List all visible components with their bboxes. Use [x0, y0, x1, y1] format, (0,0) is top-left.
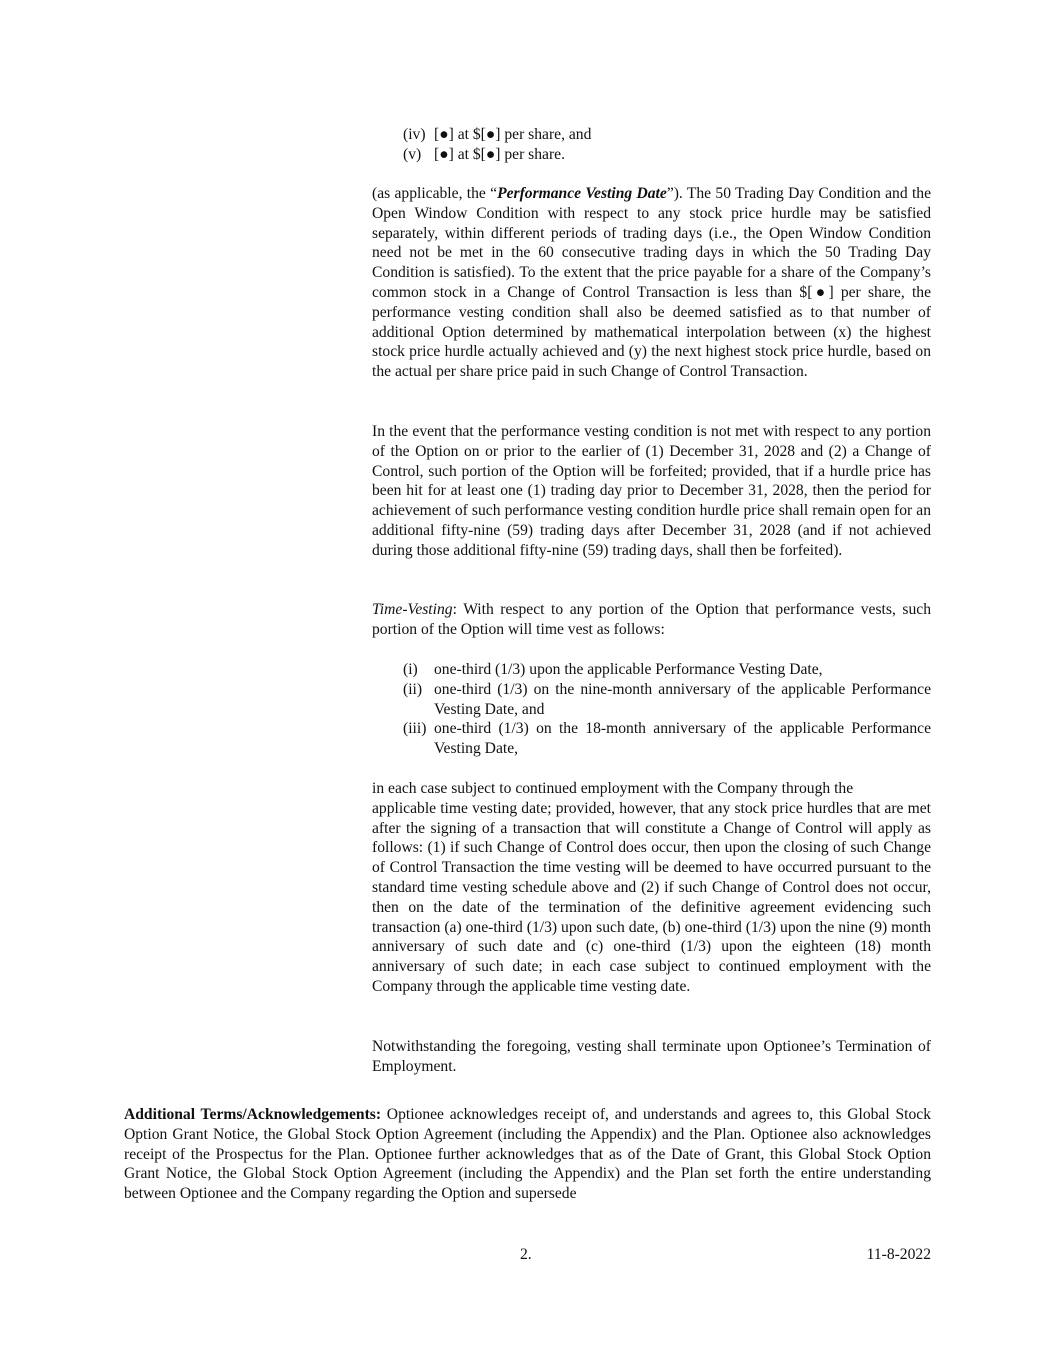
list-item-number: (i): [403, 661, 418, 678]
para-text: applicable time vesting date; provided, however, that any stock price hurdles that are met after the signing of a transaction that will constitute a Change of Control will apply as follows: (1) if such Change of Control does occur, then upon the closing of such Change of Control Transaction the time vesting will be deemed to have occurred pursuant to the standard time vesting schedule above and (2) if such Change of Control does not occur, then on the date of the termination of the definitive agreement evidencing such transaction (a) one-third (1/3) upon such date, (b) one-third (1/3) upon the nine (9) month anniversary of such date and (c) one-third (1/3) upon the eighteen (18) month anniversary of such date; in each case subject to continued employment with the Company through the applicable time vesting date.: [372, 799, 931, 995]
para-text: (as applicable, the “: [372, 185, 498, 202]
list-item-text: one-third (1/3) on the 18-month anniversary of the applicable Performance Vesting Date,: [434, 720, 931, 758]
time-vesting-list: [403, 660, 931, 759]
list-item-number: (v): [403, 145, 422, 163]
list-item: [403, 680, 931, 720]
list-item: [403, 660, 931, 680]
para-text: ”). The 50 Trading Day Condition and the Open Window Condition with respect to any stock price hurdle may be satisfied separately, within different periods of trading days (i.e., the Open Window Condition need not be met in the 60 consecutive trading days in which the 50 Trading Day Condition is satisfied). To the extent that the price payable for a share of the Company’s common stock in a Change of Control Transaction is less than $[●] per share, the performance vesting condition shall also be deemed satisfied as to that number of additional Option determined by mathematical interpolation between (x) the highest stock price hurdle actually achieved and (y) the next highest stock price hurdle, based on the actual per share price paid in such Change of Control Transaction.: [372, 185, 932, 381]
performance-vesting-paragraph: [372, 184, 931, 382]
list-item-number: (iii): [403, 720, 427, 738]
additional-terms-heading: Additional Terms/Acknowledgements:: [124, 1106, 382, 1123]
additional-terms-paragraph: [124, 1105, 931, 1204]
list-item: [403, 125, 931, 145]
para-text: Optionee acknowledges receipt of, and understands and agrees to, this Global Stock Option Grant Notice, the Global Stock Option Agreement (including the Appendix) and the Plan. Optionee also acknowledges receipt of the Prospectus for the Plan. Optionee further acknowledges that as of the Date of Grant, this Global Stock Option Grant Notice, the Global Stock Option Agreement (including the Appendix) and the Plan set forth the entire understanding between Optionee and the Company regarding the Option and supersede: [124, 1106, 931, 1203]
hurdle-list: [403, 125, 931, 165]
list-item-text: [●] at $[●] per share, and: [434, 126, 592, 143]
list-item: [403, 719, 931, 759]
termination-paragraph: Notwithstanding the foregoing, vesting shall terminate upon Optionee’s Termination of Employment.: [372, 1038, 931, 1075]
defined-term: Performance Vesting Date: [497, 185, 667, 202]
list-item-text: one-third (1/3) upon the applicable Performance Vesting Date,: [434, 661, 823, 678]
list-item-text: [●] at $[●] per share.: [434, 145, 565, 163]
list-item: [403, 145, 931, 165]
para-first-line: in each case subject to continued employment with the Company through the: [372, 780, 854, 797]
forfeiture-paragraph: In the event that the performance vesting condition is not met with respect to any portion of the Option on or prior to the earlier of (1) December 31, 2028 and (2) a Change of Control, such portion of the Option will be forfeited; provided, that if a hurdle price has been hit for at least one (1) trading day prior to December 31, 2028, then the period for achievement of such performance vesting condition hurdle price shall remain open for an additional fifty-nine (59) trading days after December 31, 2028 (and if not achieved during those additional fifty-nine (59) trading days, shall then be forfeited).: [372, 423, 931, 559]
list-item-number: (iv): [403, 126, 426, 143]
time-vesting-paragraph: [372, 600, 931, 640]
page-number: 2.: [520, 1246, 532, 1263]
list-item-text: one-third (1/3) on the nine-month anniversary of the applicable Performance Vesting Date, and: [434, 680, 931, 718]
list-item-number: (ii): [403, 680, 423, 698]
para-text: : With respect to any portion of the Option that performance vests, such portion of the Option will time vest as follows:: [372, 601, 931, 638]
footer-date: 11-8-2022: [866, 1246, 931, 1263]
time-vesting-heading: Time-Vesting: [372, 601, 453, 618]
change-of-control-paragraph: [372, 779, 931, 997]
